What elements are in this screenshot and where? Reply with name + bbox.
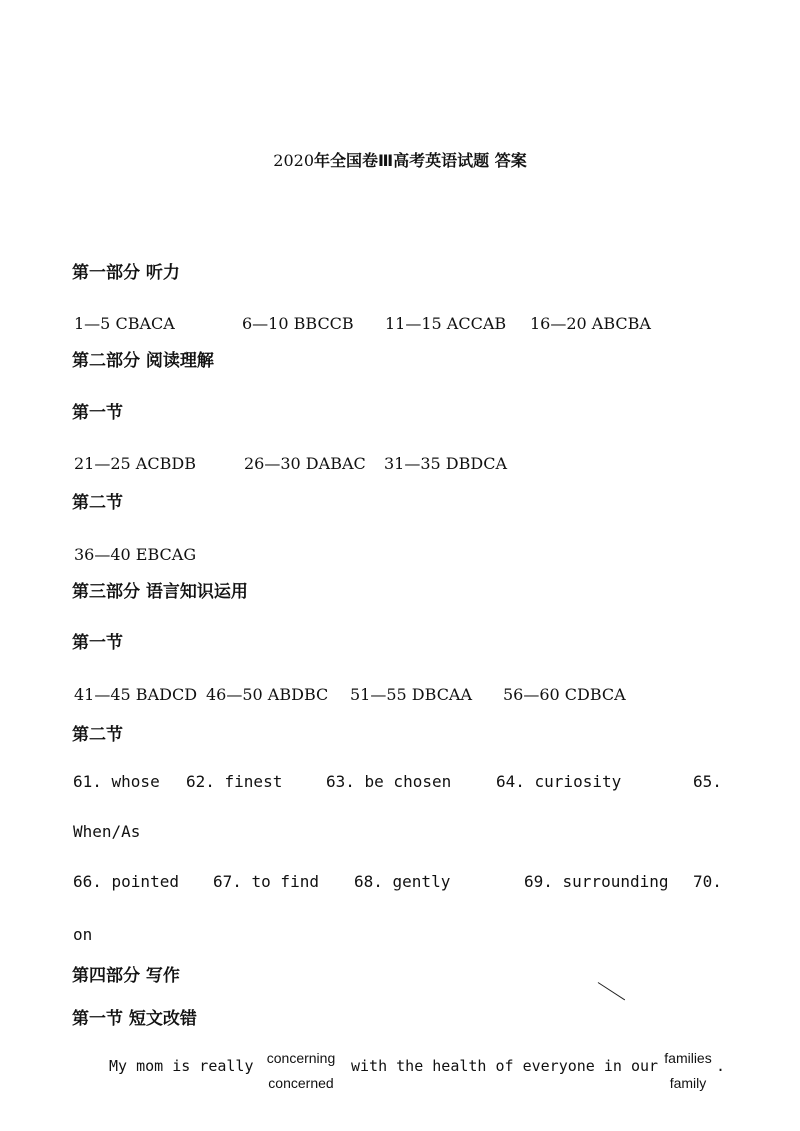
correction-sentence-segment: My mom is really: [109, 1057, 254, 1075]
part2-heading: 第二部分 阅读理解: [72, 351, 214, 371]
answer-group: 46—50 ABDBC: [206, 685, 329, 704]
part3-section1-heading: 第一节: [72, 633, 123, 653]
answer-group: 31—35 DBDCA: [384, 454, 508, 473]
answer-group: 41—45 BADCD: [74, 685, 198, 704]
answer-group: 11—15 ACCAB: [385, 314, 507, 333]
answer-group: 26—30 DABAC: [244, 454, 366, 473]
title-year: 2020: [273, 151, 314, 170]
part4-section1-heading: 第一节 短文改错: [72, 1009, 197, 1029]
sentence-period: .: [716, 1057, 726, 1075]
answer-item: 61. whose: [73, 772, 160, 791]
answer-group: 6—10 BBCCB: [242, 314, 354, 333]
part1-heading: 第一部分 听力: [72, 263, 180, 283]
answer-group: 21—25 ACBDB: [74, 454, 196, 473]
answer-item: 65.: [693, 772, 722, 791]
part3-heading: 第三部分 语言知识运用: [72, 582, 248, 602]
answer-group: 36—40 EBCAG: [74, 545, 197, 564]
answer-item: 62. finest: [186, 772, 283, 791]
answer-group: 56—60 CDBCA: [503, 685, 626, 704]
answer-item: 67. to find: [213, 872, 319, 891]
wrong-word: concerning: [266, 1050, 336, 1066]
title-text: 年全国卷Ⅲ高考英语试题 答案: [314, 151, 527, 170]
wrong-word: families: [664, 1050, 712, 1066]
answer-group: 16—20 ABCBA: [530, 314, 651, 333]
page-title: [0, 148, 800, 171]
part2-section2-heading: 第二节: [72, 493, 123, 513]
part2-section1-heading: 第一节: [72, 403, 123, 423]
answer-item: When/As: [73, 822, 141, 841]
pen-mark: [598, 982, 625, 1000]
part3-section2-heading: 第二节: [72, 725, 123, 745]
answer-group: 1—5 CBACA: [74, 314, 175, 333]
answer-item: 68. gently: [354, 872, 451, 891]
answer-item: 70.: [693, 872, 722, 891]
answer-item: on: [73, 925, 93, 944]
corrected-word: family: [669, 1075, 707, 1091]
answer-group: 51—55 DBCAA: [350, 685, 473, 704]
part4-heading: 第四部分 写作: [72, 966, 180, 986]
answer-item: 64. curiosity: [496, 772, 622, 791]
answer-item: 66. pointed: [73, 872, 179, 891]
corrected-word: concerned: [268, 1075, 334, 1091]
answer-item: 69. surrounding: [524, 872, 669, 891]
correction-sentence-segment: with the health of everyone in our: [351, 1057, 659, 1075]
answer-item: 63. be chosen: [326, 772, 452, 791]
